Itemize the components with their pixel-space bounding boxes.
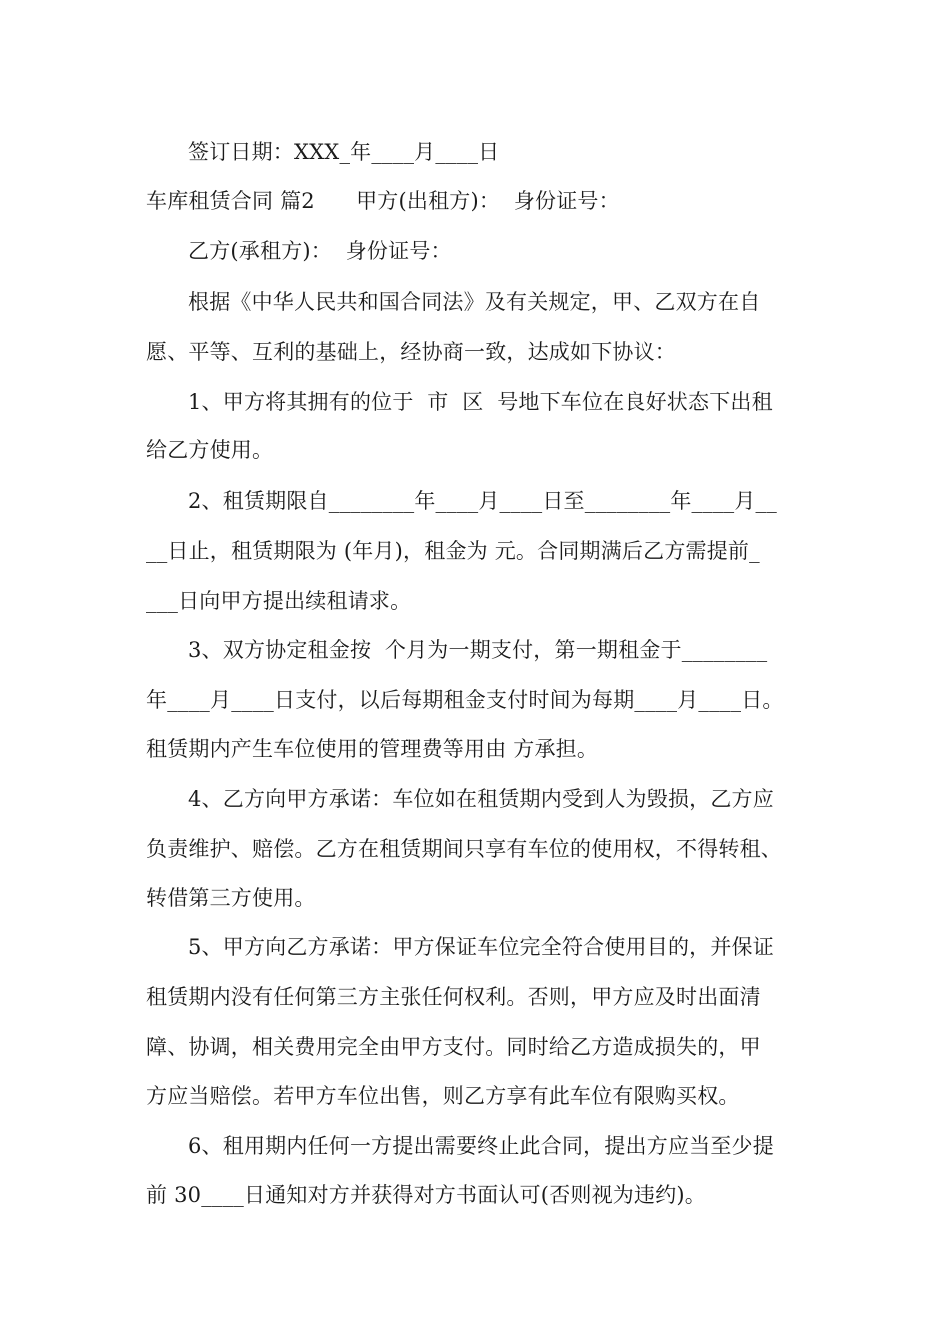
clause-1-line-1: 1、甲方将其拥有的位于 市 区 号地下车位在良好状态下出租 [188,390,773,414]
clause-2-line-1: 2、租赁期限自________年____月____日至________年____月__ [188,489,777,513]
clause-3-line-2: 年____月____日支付，以后每期租金支付时间为每期____月____日。 [146,688,784,712]
contract-title-line: 车库租赁合同 篇2 甲方(出租方)： 身份证号： [146,189,620,213]
clause-4-line-3: 转借第三方使用。 [146,886,316,910]
clause-2-line-3: ___日向甲方提出续租请求。 [146,589,412,613]
clause-5-line-3: 障、协调，相关费用完全由甲方支付。同时给乙方造成损失的，甲 [146,1035,761,1059]
clause-6-line-1: 6、租用期内任何一方提出需要终止此合同，提出方应当至少提 [188,1134,774,1158]
clause-5-line-1: 5、甲方向乙方承诺：甲方保证车位完全符合使用目的，并保证 [188,935,774,959]
clause-5-line-4: 方应当赔偿。若甲方车位出售，则乙方享有此车位有限购买权。 [146,1084,740,1108]
party-b-line: 乙方(承租方)： 身份证号： [188,239,452,263]
clause-6-line-2: 前 30____日通知对方并获得对方书面认可(否则视为违约)。 [146,1183,706,1207]
preamble-line-2: 愿、平等、互利的基础上，经协商一致，达成如下协议： [146,340,676,364]
signing-date-line: 签订日期：XXX_年____月____日 [188,140,500,164]
clause-3-line-3: 租赁期内产生车位使用的管理费等用由 方承担。 [146,737,599,761]
clause-1-line-2: 给乙方使用。 [146,438,274,462]
clause-4-line-2: 负责维护、赔偿。乙方在租赁期间只享有车位的使用权，不得转租、 [146,837,782,861]
clause-3-line-1: 3、双方协定租金按 个月为一期支付，第一期租金于________ [188,638,768,662]
clause-4-line-1: 4、乙方向甲方承诺：车位如在租赁期内受到人为毁损，乙方应 [188,787,774,811]
preamble-line-1: 根据《中华人民共和国合同法》及有关规定，甲、乙双方在自 [188,290,761,314]
clause-5-line-2: 租赁期内没有任何第三方主张任何权利。否则，甲方应及时出面清 [146,985,761,1009]
clause-2-line-2: __日止，租赁期限为 (年月)，租金为 元。合同期满后乙方需提前_ [146,539,760,563]
